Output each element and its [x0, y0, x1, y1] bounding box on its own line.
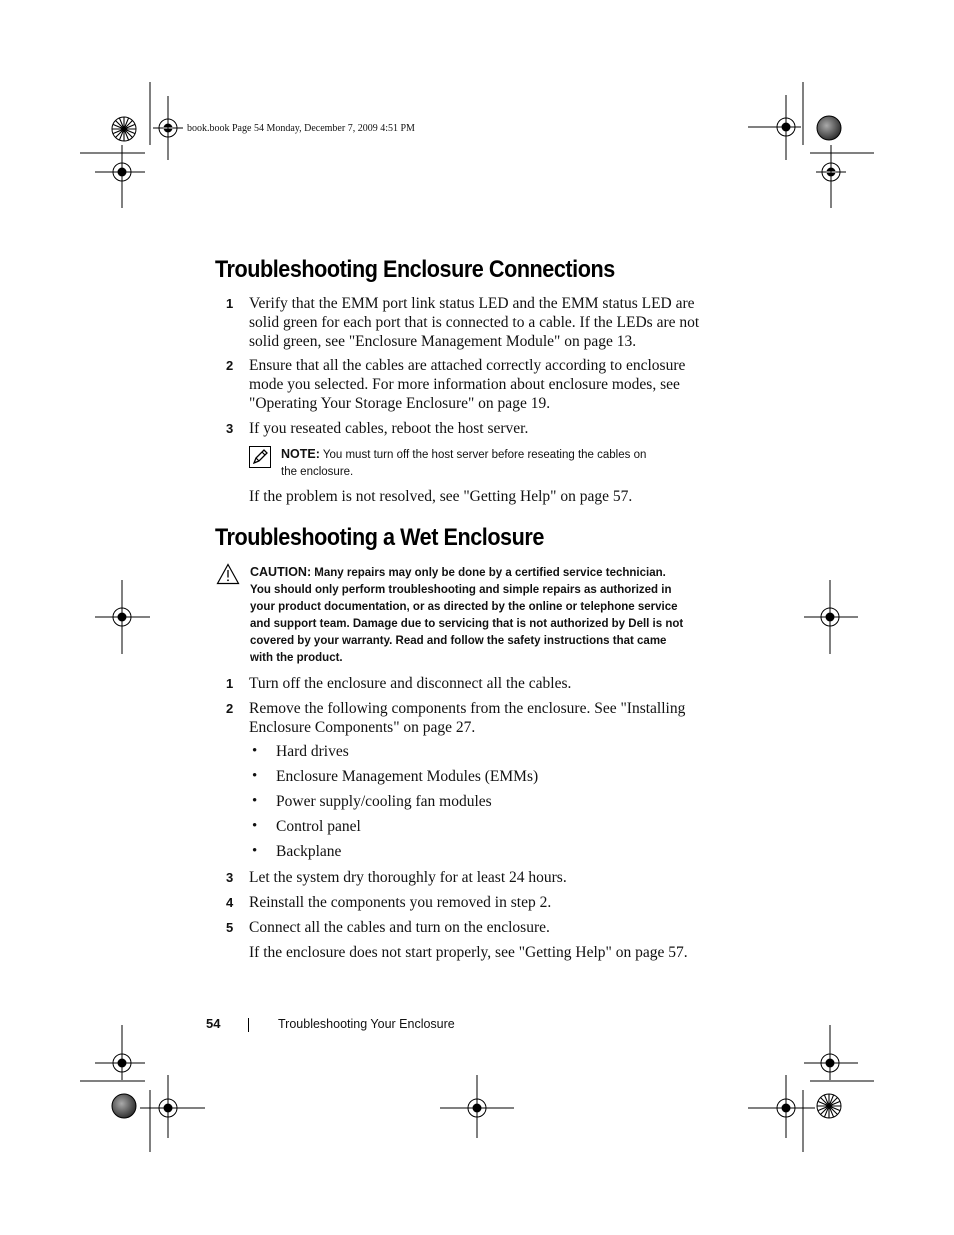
paragraph: If the problem is not resolved, see "Getting Help" on page 57. — [249, 488, 633, 505]
color-bar-circle-icon — [112, 1094, 136, 1118]
list-item: Control panel — [276, 818, 361, 835]
print-slug: book.book Page 54 Monday, December 7, 2009 4:51 PM — [187, 123, 415, 134]
step-number: 4 — [226, 895, 234, 910]
step-number: 1 — [226, 676, 234, 691]
step-number: 2 — [226, 701, 234, 716]
step-number: 2 — [226, 358, 234, 373]
caution-callout: CAUTION: Many repairs may only be done by a certified service technician. You should only perform troubleshooting and simple repairs as authorized in your product documentation, or as directed by the online or telephone service and support team. Damage due to servicing that is not authorized by Dell is not covered by your warranty. Read and follow the safety instructions that came with the product. — [250, 565, 684, 664]
bullet-glyph: • — [252, 743, 258, 759]
bullet-glyph: • — [252, 818, 258, 834]
list-item: Enclosure Management Modules (EMMs) — [276, 768, 539, 785]
note-callout: NOTE: You must turn off the host server before reseating the cables on the enclosure. — [281, 447, 647, 478]
section-heading-connections: Troubleshooting Enclosure Connections — [215, 256, 615, 283]
caution-label: CAUTION: — [250, 565, 312, 579]
list-item: Hard drives — [276, 743, 349, 760]
list-item: Power supply/cooling fan modules — [276, 793, 492, 810]
bullet-glyph: • — [252, 768, 258, 784]
note-label: NOTE: — [281, 447, 320, 461]
color-bar-circle-icon — [817, 116, 841, 140]
step-text: Verify that the EMM port link status LED and the EMM status LED are solid green for each port that is connected to a cable. If the LEDs are not solid green, see "Enclosure Management Module" on page 13. — [249, 295, 700, 350]
step-text: Ensure that all the cables are attached correctly according to enclosure mode you selected. For more information about enclosure modes, see "Operating Your Storage Enclosure" on page 19. — [249, 357, 686, 412]
step-text: If you reseated cables, reboot the host server. — [249, 420, 529, 437]
step-number: 5 — [226, 920, 234, 935]
step-text: Let the system dry thoroughly for at least 24 hours. — [249, 869, 567, 886]
bullet-glyph: • — [252, 843, 258, 859]
step-text: Turn off the enclosure and disconnect all the cables. — [249, 675, 572, 692]
color-bar-circle-icon — [817, 1094, 841, 1118]
page-number: 54 — [206, 1016, 221, 1031]
step-number: 3 — [226, 870, 234, 885]
step-text: Connect all the cables and turn on the enclosure. — [249, 919, 550, 936]
caution-triangle-icon — [216, 563, 240, 585]
color-bar-circle-icon — [112, 117, 136, 141]
bullet-glyph: • — [252, 793, 258, 809]
step-text: Remove the following components from the enclosure. See "Installing Enclosure Components" on page 27. — [249, 700, 686, 736]
footer-section-title: Troubleshooting Your Enclosure — [278, 1017, 455, 1031]
paragraph: If the enclosure does not start properly, see "Getting Help" on page 57. — [249, 944, 688, 961]
section-heading-wet-enclosure: Troubleshooting a Wet Enclosure — [215, 524, 544, 551]
footer-divider — [248, 1018, 249, 1032]
pencil-note-icon — [249, 446, 271, 468]
list-item: Backplane — [276, 843, 342, 860]
step-number: 1 — [226, 296, 234, 311]
step-number: 3 — [226, 421, 234, 436]
step-text: Reinstall the components you removed in step 2. — [249, 894, 552, 911]
